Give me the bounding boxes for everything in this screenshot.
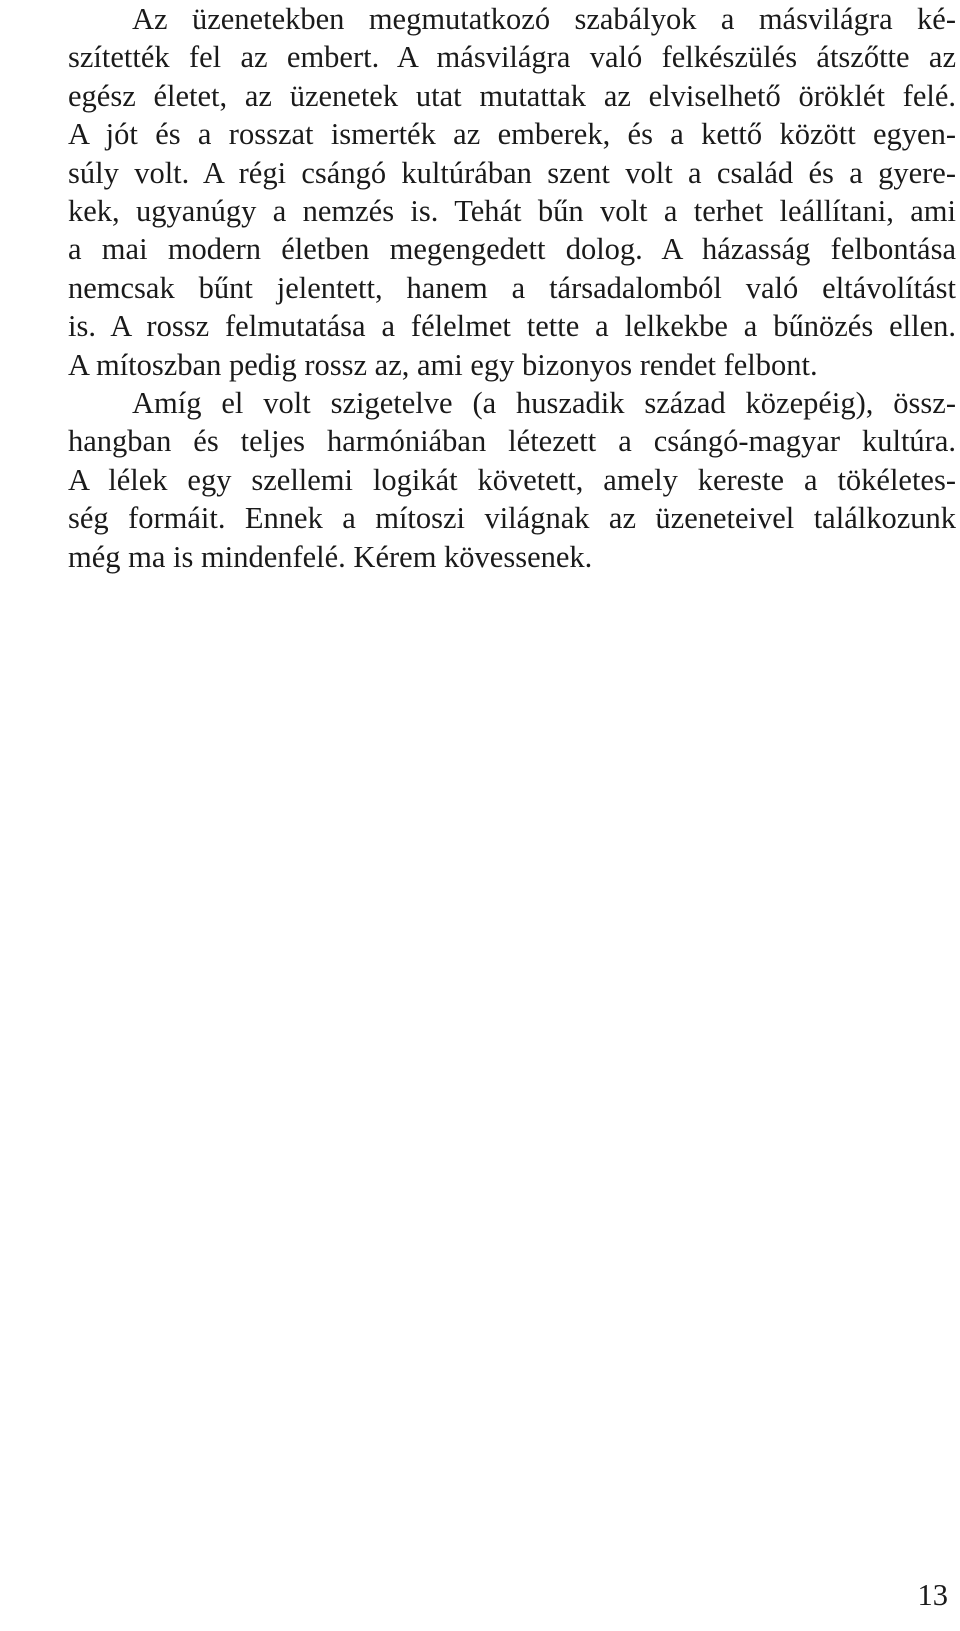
text-line: Amíg el volt szigetelve (a huszadik század közepéig), össz-: [132, 386, 956, 421]
text-line: súly volt. A régi csángó kultúrában szent volt a család és a gyere-: [68, 155, 956, 190]
text-line: is. A rossz felmutatása a félelmet tette a lelkekbe a bűnözés ellen.: [68, 309, 956, 344]
document-page: [4, 0, 956, 576]
text-line: még ma is mindenfelé. Kérem kövessenek.: [68, 539, 593, 574]
text-line: egész életet, az üzenetek utat mutattak az elviselhető öröklét felé.: [68, 78, 956, 113]
text-line: kek, ugyanúgy a nemzés is. Tehát bűn volt a terhet leállítani, ami: [68, 194, 956, 229]
text-line: A mítoszban pedig rossz az, ami egy bizonyos rendet felbont.: [68, 347, 818, 382]
text-line: Az üzenetekben megmutatkozó szabályok a másvilágra ké-: [132, 2, 956, 36]
text-line: ség formáit. Ennek a mítoszi világnak az üzeneteivel találkozunk: [68, 501, 956, 536]
text-line: a mai modern életben megengedett dolog. A házasság felbontása: [68, 232, 956, 267]
text-line: szítették fel az embert. A másvilágra való felkészülés átszőtte az: [68, 40, 956, 75]
text-line: nemcsak bűnt jelentett, hanem a társadalomból való eltávolítást: [68, 270, 956, 305]
page-number: 13: [917, 1578, 948, 1612]
text-line: hangban és teljes harmóniában létezett a csángó-magyar kultúra.: [68, 424, 956, 459]
paragraph-2: [4, 384, 956, 576]
paragraph-1: [4, 0, 956, 384]
text-line: A jót és a rosszat ismerték az emberek, és a kettő között egyen-: [68, 117, 956, 152]
text-line: A lélek egy szellemi logikát követett, amely kereste a tökéletes-: [68, 462, 956, 497]
